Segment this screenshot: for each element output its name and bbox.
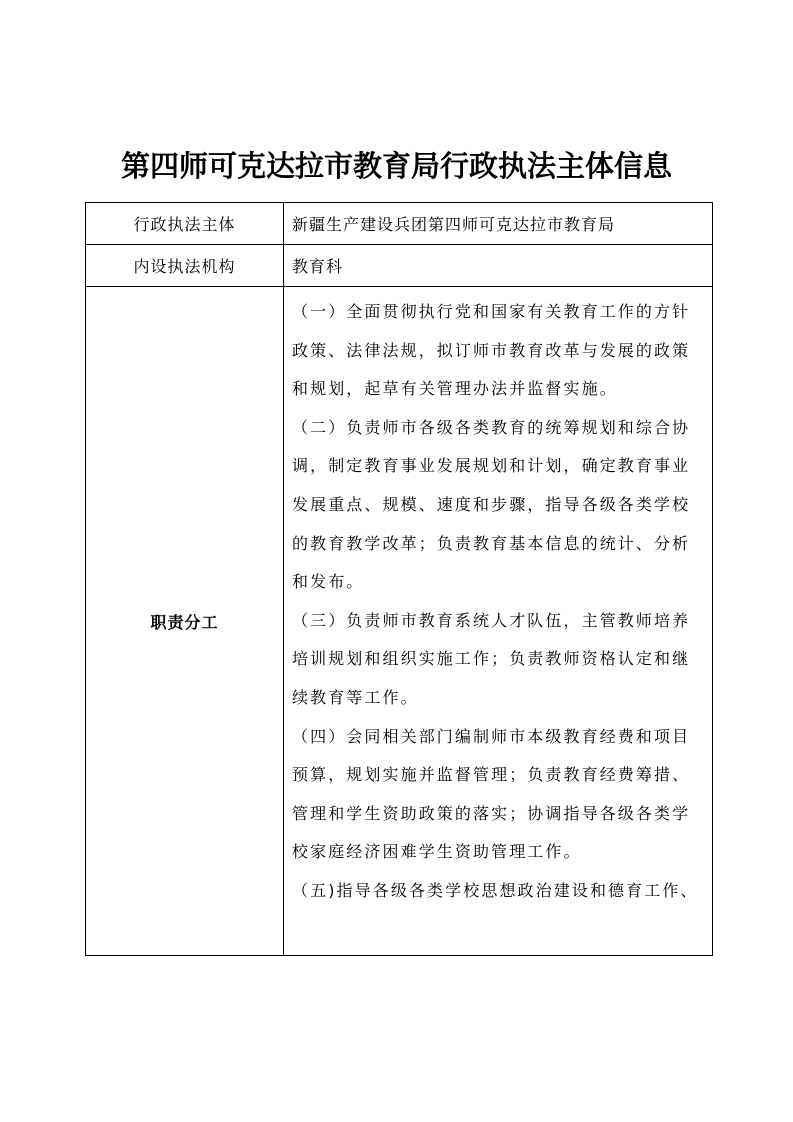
info-table — [85, 202, 713, 956]
duty-paragraph-2: （二）负责师市各级各类教育的统筹规划和综合协调，制定教育事业发展规划和计划，确定教育事业发展重点、规模、速度和步骤，指导各级各类学校的教育教学改革；负责教育基本信息的统计、分析和发布。 — [292, 417, 691, 592]
row-label-duties: 职责分工 — [86, 287, 284, 956]
duty-paragraph-3: （三）负责师市教育系统人才队伍，主管教师培养培训规划和组织实施工作；负责教师资格认定和继续教育等工作。 — [292, 610, 691, 707]
page-title: 第四师可克达拉市教育局行政执法主体信息 — [120, 149, 672, 183]
row-value-internal-agency: 教育科 — [284, 245, 713, 287]
row-label-internal-agency: 内设执法机构 — [86, 245, 284, 287]
duty-paragraph-4: （四）会同相关部门编制师市本级教育经费和项目预算，规划实施并监督管理；负责教育经费筹措、管理和学生资助政策的落实；协调指导各级各类学校家庭经济困难学生资助管理工作。 — [292, 726, 691, 862]
table-row-law-enforcement-subject — [86, 203, 713, 245]
table-row-duties — [86, 287, 713, 956]
duty-paragraph-1: （一）全面贯彻执行党和国家有关教育工作的方针政策、法律法规，拟订师市教育改革与发展的政策和规划，起草有关管理办法并监督实施。 — [292, 302, 691, 399]
table-row-internal-agency — [86, 245, 713, 287]
row-value-law-enforcement-subject: 新疆生产建设兵团第四师可克达拉市教育局 — [284, 203, 713, 245]
duties-content — [284, 287, 713, 956]
row-label-law-enforcement-subject: 行政执法主体 — [86, 203, 284, 245]
duty-paragraph-5: （五)指导各级各类学校思想政治建设和德育工作、 — [292, 880, 699, 900]
